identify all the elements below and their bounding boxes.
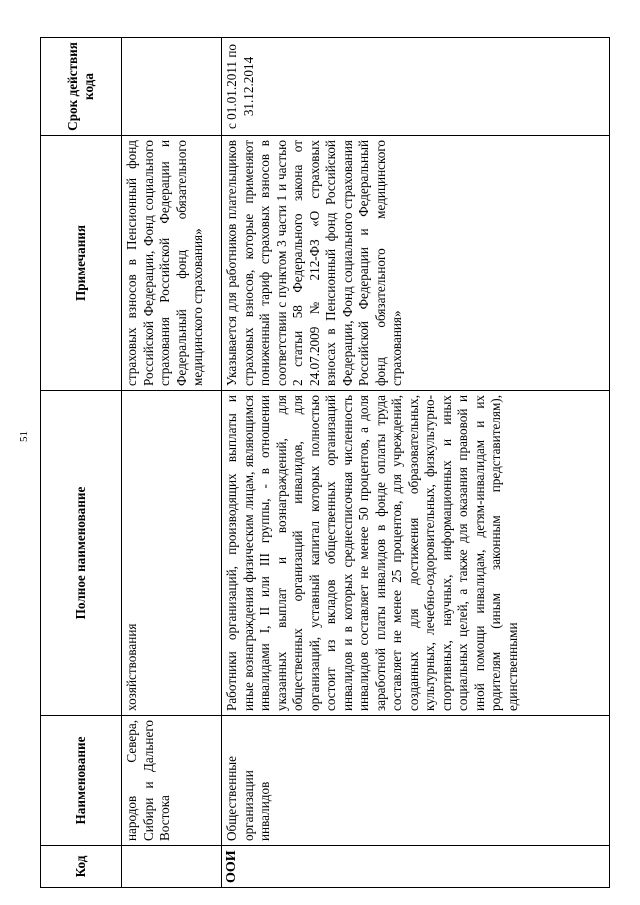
cell-notes: Указывается для работников плательщиков страховых взносов, которые применяют пониженный тариф страховых взносов в соответствии с пунктом 3 части 1 и частью 2 статьи 58 Федерального закона от 24.07.2009 № 212-ФЗ «О страховых взносах в Пенсионный фонд Российской Федерации, Фонд социального страхования Российской Федерации и Федеральный фонд обязательного медицинского страхования»: [222, 136, 610, 391]
cell-term: с 01.01.2011 по 31.12.2014: [222, 38, 610, 136]
cell-full-name: хозяйствования: [122, 391, 222, 716]
cell-code: ООИ: [222, 846, 610, 888]
header-name: Наименование: [41, 716, 122, 846]
table-header-row: [41, 38, 122, 888]
header-term: Срок действия кода: [41, 38, 122, 136]
cell-code: [122, 846, 222, 888]
page-number: 51: [18, 431, 30, 442]
codes-table: [40, 37, 610, 888]
header-full-name: Полное наименование: [41, 391, 122, 716]
header-code: Код: [41, 846, 122, 888]
cell-notes: страховых взносов в Пенсионный фонд Российской Федерации, Фонд социального страхования Российской Федерации и Федеральный фонд обязательного медицинского страхования»: [122, 136, 222, 391]
cell-term: [122, 38, 222, 136]
rotated-table-container: [40, 38, 610, 888]
table-row: [122, 38, 222, 888]
cell-name: Общественные организации инвалидов: [222, 716, 610, 846]
cell-full-name: Работники организаций, производящих выплаты и иные вознаграждения физическим лицам, являющимся инвалидами I, II или III группы, - в отношении указанных выплат и вознаграждений, для общественных организаций инвалидов, для организаций, уставный капитал которых полностью состоит из вкладов общественных организаций инвалидов и в которых среднесписочная численность инвалидов составляет не менее 50 процентов, а доля заработной платы инвалидов в фонде оплаты труда составляет не менее 25 процентов, для учреждений, созданных для достижения образовательных, культурных, лечебно-оздоровительных, физкультурно-спортивных, научных, информационных и иных социальных целей, а также для оказания правовой и иной помощи инвалидам, детям-инвалидам и их родителям (иным законным представителям), единственными: [222, 391, 610, 716]
cell-name: народов Севера, Сибири и Дальнего Востока: [122, 716, 222, 846]
header-notes: Примечания: [41, 136, 122, 391]
table-row: [222, 38, 610, 888]
